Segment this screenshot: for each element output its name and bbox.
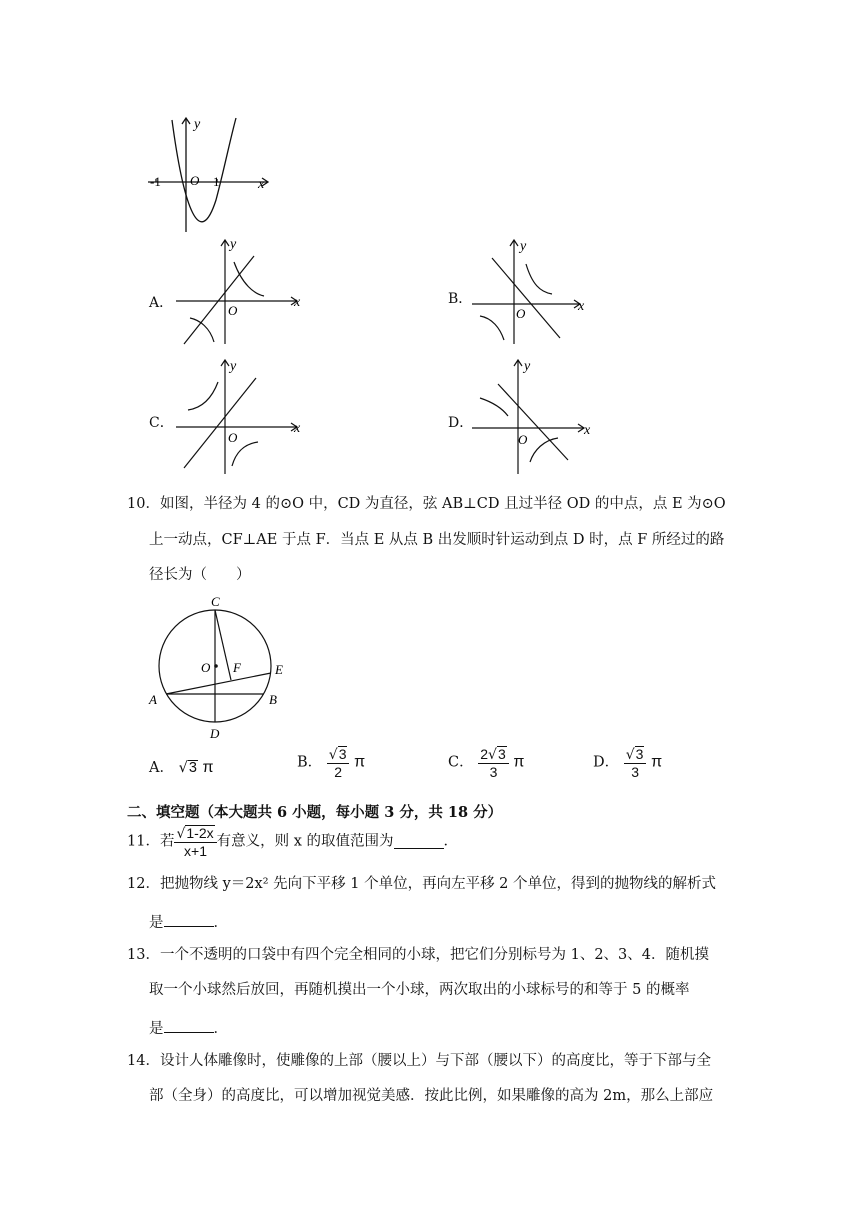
point-f-label: F <box>233 660 241 675</box>
q10-line2: 上一动点，CF⊥AE 于点 F．当点 E 从点 B 出发顺时针运动到点 D 时，点 F 所经过的路 <box>149 532 725 548</box>
graph-tick-one: 1 <box>213 174 220 189</box>
q10-option-b[interactable] <box>297 746 365 779</box>
axis-x-label: x <box>294 421 301 436</box>
axis-x-label: x <box>584 423 591 438</box>
option-d-graph <box>468 356 598 476</box>
q11 <box>127 825 458 858</box>
option-c-label[interactable]: C． <box>149 415 174 431</box>
q10-option-c-label: C． <box>448 754 474 771</box>
option-a-graph <box>172 236 307 346</box>
sqrt-sign: √ <box>328 747 338 763</box>
radicand: 3 <box>188 760 197 776</box>
radicand: 3 <box>497 746 506 762</box>
option-b-label[interactable]: B． <box>448 291 473 307</box>
denominator: 3 <box>489 764 498 780</box>
denominator: 2 <box>334 764 343 780</box>
origin-label: O <box>228 303 238 318</box>
q13-answer-blank[interactable] <box>164 1018 214 1033</box>
section-title: 二、填空题（本大题共 6 小题，每小题 3 分，共 18 分） <box>127 804 503 821</box>
q10-option-b-label: B． <box>297 754 323 771</box>
axis-y-label: y <box>524 359 531 374</box>
q10-option-a-label: A． <box>149 760 174 776</box>
parabola-graph <box>140 110 280 235</box>
q12-answer-blank[interactable] <box>164 912 214 927</box>
q13-line3 <box>149 1018 228 1037</box>
option-a-label[interactable]: A． <box>149 295 174 311</box>
point-a-label: A <box>149 692 157 707</box>
sqrt-sign: √ <box>178 760 188 776</box>
q12-line2 <box>149 912 228 931</box>
axis-y-label: y <box>520 239 527 254</box>
q12-end: ． <box>213 915 228 931</box>
q12-number: 12． <box>127 876 160 892</box>
q11-text: 有意义，则 x 的取值范围为 <box>216 833 394 850</box>
origin-label: O <box>516 306 526 321</box>
q11-answer-blank[interactable] <box>394 834 444 849</box>
q13-line1: 一个不透明的口袋中有四个完全相同的小球，把它们分别标号为 1、2、3、4．随机摸 <box>160 947 710 963</box>
point-e-label: E <box>275 662 283 677</box>
fraction <box>624 746 647 779</box>
q13-line2: 取一个小球然后放回，再随机摸出一个小球，两次取出的小球标号的和等于 5 的概率 <box>149 982 690 998</box>
point-o-label: O <box>201 660 211 675</box>
radicand: 3 <box>338 746 347 762</box>
sqrt-sign: √ <box>176 826 186 842</box>
fraction <box>478 746 509 779</box>
graph-tick-minus-one: -1 <box>150 174 161 189</box>
origin-label: O <box>518 432 528 447</box>
radicand: 3 <box>635 746 644 762</box>
pi-symbol: π <box>354 753 366 771</box>
q12-line1: 把抛物线 y＝2x² 先向下平移 1 个单位，再向左平移 2 个单位，得到的抛物线的解析式 <box>160 876 717 892</box>
axis-y-label: y <box>230 359 237 374</box>
denominator: 3 <box>631 764 639 780</box>
graph-x-label: x <box>258 177 265 192</box>
circle-figure <box>145 590 295 740</box>
coefficient: 2 <box>480 746 489 762</box>
axis-y-label: y <box>230 237 237 252</box>
pi-symbol: π <box>513 753 525 771</box>
point-d-label: D <box>210 726 220 740</box>
q13-end: ． <box>213 1021 228 1037</box>
q14-line1: 设计人体雕像时，使雕像的上部（腰以上）与下部（腰以下）的高度比，等于下部与全 <box>160 1053 711 1069</box>
axis-x-label: x <box>578 299 585 314</box>
axis-x-label: x <box>294 295 301 310</box>
q11-number: 11． <box>127 833 160 850</box>
q12-line2-text: 是 <box>149 915 164 931</box>
q11-numerator: 1-2x <box>186 825 214 841</box>
q11-prefix: 若 <box>159 833 175 850</box>
point-c-label: C <box>211 594 220 609</box>
sqrt-sign: √ <box>488 747 497 763</box>
option-b-graph <box>468 236 593 346</box>
q10-option-c[interactable] <box>448 746 524 779</box>
q11-fraction <box>174 825 216 858</box>
q10-line1: 如图，半径为 4 的⊙O 中，CD 为直径，弦 AB⊥CD 且过半径 OD 的中点，点 E 为⊙O <box>160 496 726 512</box>
point-b-label: B <box>269 692 277 707</box>
q10-number: 10． <box>127 496 160 512</box>
origin-label: O <box>228 430 238 445</box>
pi-symbol: π <box>202 759 214 776</box>
q13-line3-text: 是 <box>149 1021 164 1037</box>
q10-option-a[interactable] <box>149 760 214 776</box>
option-d-label[interactable]: D． <box>448 415 474 431</box>
q14-line2: 部（全身）的高度比，可以增加视觉美感．按此比例，如果雕像的高为 2m，那么上部应 <box>149 1088 714 1104</box>
fraction <box>327 746 350 779</box>
q10-option-d[interactable] <box>593 746 662 779</box>
q11-end: ． <box>443 833 459 850</box>
graph-y-label: y <box>194 117 201 132</box>
q13-number: 13． <box>127 947 160 963</box>
option-c-graph <box>172 356 307 476</box>
pi-symbol: π <box>651 753 663 771</box>
q14-number: 14． <box>127 1053 160 1069</box>
q11-denominator: x+1 <box>184 843 208 859</box>
q10-option-d-label: D． <box>593 754 620 771</box>
graph-origin-label: O <box>190 173 200 188</box>
sqrt-sign: √ <box>625 747 635 763</box>
q10-line3: 径长为（ ） <box>149 567 251 583</box>
